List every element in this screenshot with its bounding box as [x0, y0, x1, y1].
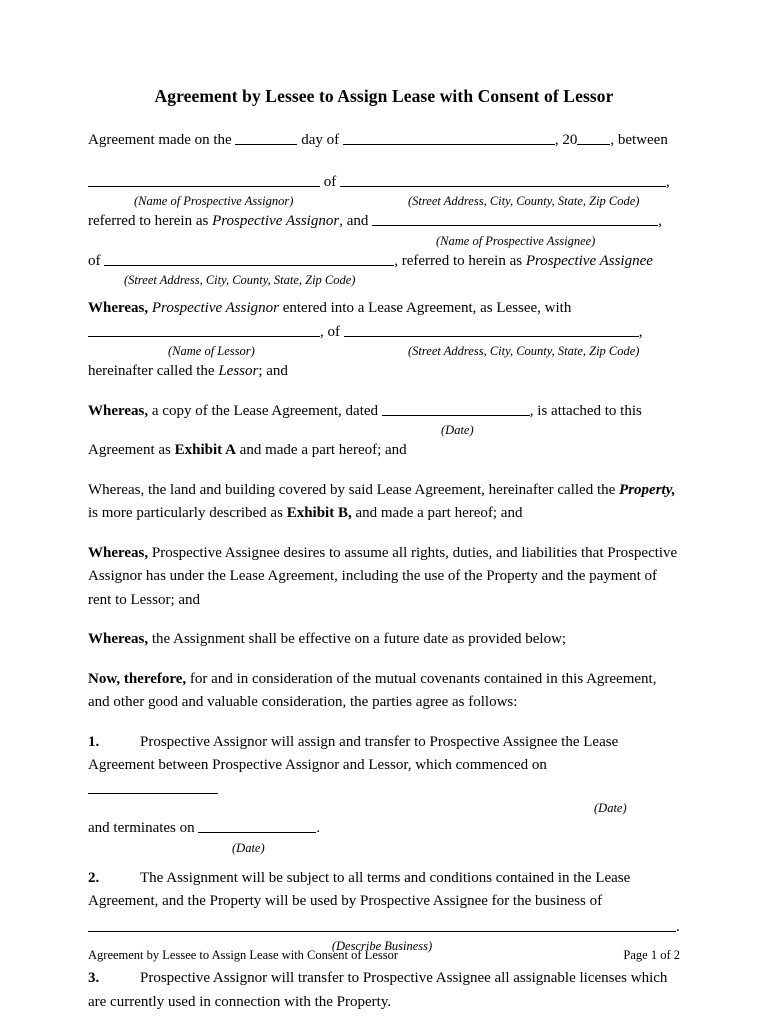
now-therefore [88, 668, 680, 715]
intro-line-4 [88, 250, 680, 274]
whereas-1-text: entered into a Lease Agreement, as Lessee, with [282, 300, 572, 316]
clause-1-line-2 [88, 817, 680, 841]
whereas-3-line-1: Whereas, the land and building covered by said Lease Agreement, hereinafter called the [88, 481, 616, 498]
footer-page-number: Page 1 of 2 [623, 948, 680, 962]
clause-2-text-1: The Assignment will be subject to all terms and conditions contained in the Lease Agreement, and the Property will be used by Prospective Assignee for the business of [88, 869, 631, 909]
intro-line-1 [88, 129, 680, 153]
caption-name-of-lessor: (Name of Lessor) [168, 344, 255, 358]
caption-describe-business: (Describe Business) [331, 939, 433, 953]
whereas-5-lead: Whereas, [88, 631, 149, 647]
footer-title: Agreement by Lessee to Assign Lease with Consent of Lessor [88, 948, 399, 962]
whereas-4-text: Prospective Assignee desires to assume all rights, duties, and liabilities that Prospective Assignor has under the Lease Agreement, including the use of the Property and the payment of rent to Lessor; and [88, 544, 678, 608]
assignee-name-blank[interactable] [372, 211, 658, 226]
clause-1-captions-1 [88, 801, 680, 817]
clause-2-text-2: . [676, 918, 680, 935]
year-blank[interactable] [577, 130, 610, 145]
whereas-4-lead: Whereas, [88, 544, 149, 561]
term-property: Property, [619, 481, 676, 498]
assignor-name-blank[interactable] [88, 171, 320, 186]
month-blank[interactable] [343, 130, 555, 145]
clause-1-captions-2 [88, 841, 680, 867]
intro-text-between: , between [610, 132, 668, 148]
term-prospective-assignee: Prospective Assignee [525, 252, 653, 269]
whereas-3-line2-b: and made a part hereof; and [355, 505, 523, 521]
clause-2-blank-line [88, 916, 680, 940]
whereas-1-trailing-comma: , [638, 323, 643, 340]
intro-text-agreement-made: Agreement made on the [88, 132, 232, 148]
whereas-4 [88, 542, 680, 613]
intro-comma-1: , [666, 173, 670, 190]
caption-name-of-prospective-assignor: (Name of Prospective Assignor) [134, 194, 294, 208]
page-title: Agreement by Lessee to Assign Lease with Consent of Lessor [154, 86, 614, 106]
whereas-2-lead: Whereas, [88, 402, 149, 419]
caption-name-of-prospective-assignee: (Name of Prospective Assignee) [436, 233, 596, 248]
whereas-2-text-2: , is attached to this [529, 402, 642, 419]
whereas-1-line-1 [88, 297, 680, 321]
whereas-5-text: the Assignment shall be effective on a future date as provided below; [151, 631, 567, 647]
clause-1 [88, 731, 680, 802]
whereas-1-lead: Whereas, [88, 300, 149, 316]
whereas-2-line2-b: and made a part hereof; and [239, 442, 407, 458]
term-prospective-assignor: Prospective Assignor [212, 213, 340, 229]
now-therefore-text: for and in consideration of the mutual covenants contained in this Agreement, and other good and valuable consideration, the parties agree as follows: [88, 670, 657, 710]
whereas-2-captions [88, 423, 680, 439]
intro-text-year-prefix: , 20 [554, 132, 578, 148]
intro-text-day-of: day of [301, 132, 340, 148]
intro-text-referred-herein: referred to herein as [88, 213, 209, 229]
exhibit-b-label: Exhibit B, [286, 505, 352, 521]
clause-1-number: 1. [88, 733, 100, 750]
intro-comma-2: , [658, 213, 662, 229]
lessor-name-blank[interactable] [88, 321, 320, 336]
caption-street-address-3: (Street Address, City, County, State, Zip Code) [408, 344, 640, 358]
whereas-2-line-1 [88, 400, 680, 424]
intro-captions-1 [88, 194, 680, 210]
termination-date-blank[interactable] [198, 818, 316, 833]
clause-1-text-2: and terminates on [88, 820, 195, 836]
assignor-address-blank[interactable] [340, 171, 666, 186]
intro-captions-3 [88, 273, 680, 297]
assignee-address-blank[interactable] [104, 250, 394, 265]
whereas-2-text-1: a copy of the Lease Agreement, dated [151, 402, 379, 419]
intro-line-3 [88, 210, 680, 234]
intro-text-and: , and [339, 213, 369, 229]
whereas-1-comma-of: , of [320, 323, 340, 340]
term-lessor: Lessor [218, 363, 259, 379]
caption-date-3: (Date) [232, 840, 265, 855]
lessor-address-blank[interactable] [344, 321, 639, 336]
day-blank[interactable] [235, 130, 297, 145]
caption-street-address-2: (Street Address, City, County, State, Zip Code) [124, 273, 356, 287]
page-footer [88, 948, 680, 963]
intro-captions-2 [88, 234, 680, 250]
clause-3 [88, 967, 680, 1014]
caption-date-2: (Date) [594, 801, 627, 815]
document-body [88, 86, 680, 1030]
lease-date-blank[interactable] [382, 400, 530, 415]
clause-2-number: 2. [88, 869, 100, 886]
whereas-1-closing-a: hereinafter called the [88, 363, 215, 379]
whereas-1-term: Prospective Assignor [151, 300, 279, 316]
now-therefore-lead: Now, therefore, [88, 670, 187, 687]
whereas-1-captions [88, 344, 680, 360]
whereas-3-line2-a: is more particularly described as [88, 505, 283, 521]
clause-1-text-1: Prospective Assignor will assign and transfer to Prospective Assignee the Lease Agreement between Prospective Assignor and Lessor, which commenced on [88, 733, 619, 773]
whereas-1-line-2 [88, 321, 680, 345]
caption-date-1: (Date) [441, 423, 474, 437]
intro-text-referred-assignee: , referred to herein as [394, 252, 523, 269]
clause-3-number: 3. [88, 970, 100, 986]
business-description-blank[interactable] [88, 916, 676, 931]
exhibit-a-label: Exhibit A [174, 442, 236, 458]
whereas-2-line-2 [88, 439, 680, 463]
whereas-1-closing-b: ; and [258, 363, 288, 379]
intro-line-2 [88, 171, 680, 195]
caption-street-address-1: (Street Address, City, County, State, Zip Code) [408, 194, 640, 208]
whereas-2-line2-a: Agreement as [88, 442, 171, 458]
commencement-date-blank[interactable] [88, 778, 218, 793]
whereas-1-line-3 [88, 360, 680, 384]
clause-3-text-1: Prospective Assignor will transfer to Prospective Assignee all assignable licenses which are currently used in connection with the Property. [88, 970, 668, 1010]
whereas-5 [88, 628, 680, 652]
whereas-3 [88, 479, 680, 526]
clause-2 [88, 867, 680, 914]
intro-text-of-1: of [323, 173, 337, 190]
intro-text-of-2: of [88, 252, 101, 269]
clause-1-text-3: . [316, 820, 321, 836]
